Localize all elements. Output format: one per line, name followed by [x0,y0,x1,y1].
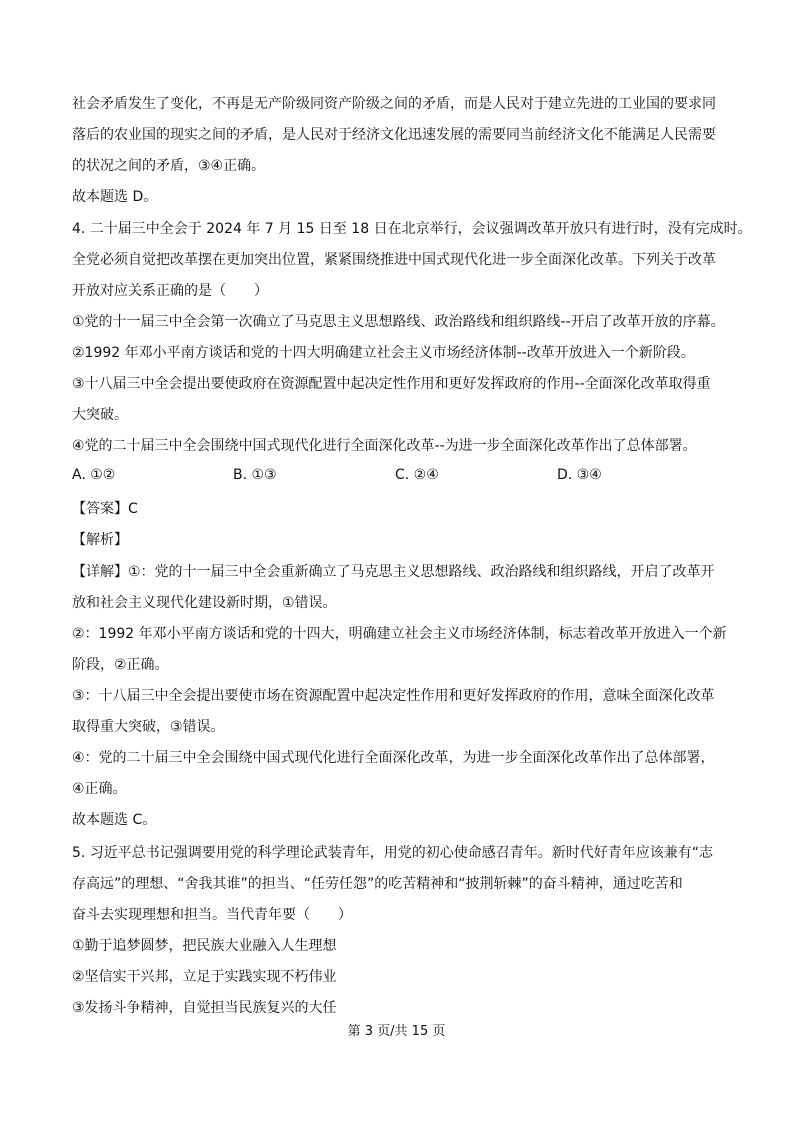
explanation-line: 【详解】①：党的十一届三中全会重新确立了马克思主义思想路线、政治路线和组织路线，开启了改革开 [72,564,715,580]
explanation-line: ④：党的二十届三中全会围绕中国式现代化进行全面深化改革，为进一步全面深化改革作出了总体部署， [72,750,715,766]
text-line: 故本题选 C。 [72,812,157,828]
explanation-line: ③：十八届三中全会提出要使市场在资源配置中起决定性作用和更好发挥政府的作用，意味全面深化改革 [72,688,715,704]
explanation-line: 阶段，②正确。 [72,657,169,673]
statement-line: ②坚信实干兴邦，立足于实践实现不朽伟业 [72,969,337,985]
page-number: 第 3 页/共 15 页 [347,1024,446,1039]
question-4-line: 开放对应关系正确的是（ ） [72,283,268,299]
answer-label: 【答案】C [72,501,138,517]
statement-line: 大突破。 [72,407,128,423]
text-line: 故本题选 D。 [72,189,158,205]
question-4-line: 4. 二十届三中全会于 2024 年 7 月 15 日至 18 日在北京举行，会议强调改革开放只有进行时，没有完成时。 [72,221,752,237]
option-b: B. ①③ [233,467,277,483]
text-line: 的状况之间的矛盾，③④正确。 [72,158,266,174]
analysis-label: 【解析】 [72,532,128,548]
question-5-line: 奋斗去实现理想和担当。当代青年要（ ） [72,907,352,923]
statement-line: ①党的十一届三中全会第一次确立了马克思主义思想路线、政治路线和组织路线--开启了改革开放的序幕。 [72,314,725,330]
option-d: D. ③④ [557,467,602,483]
explanation-line: 放和社会主义现代化建设新时期，①错误。 [72,595,337,611]
explanation-line: 取得重大突破，③错误。 [72,719,225,735]
text-line: 落后的农业国的现实之间的矛盾，是人民对于经济文化迅速发展的需要同当前经济文化不能满足人民需要 [72,127,716,143]
statement-line: ③十八届三中全会提出要使政府在资源配置中起决定性作用和更好发挥政府的作用--全面深化改革取得重 [72,376,711,392]
explanation-line: ④正确。 [72,781,127,797]
text-line: 社会矛盾发生了变化，不再是无产阶级同资产阶级之间的矛盾，而是人民对于建立先进的工业国的要求同 [72,96,716,112]
explanation-line: ②：1992 年邓小平南方谈话和党的十四大，明确建立社会主义市场经济体制，标志着改革开放进入一个新 [72,626,727,642]
statement-line: ②1992 年邓小平南方谈话和党的十四大明确建立社会主义市场经济体制--改革开放进入一个新阶段。 [72,345,695,361]
answer-options [72,467,722,487]
statement-line: ③发扬斗争精神，自觉担当民族复兴的大任 [72,1000,337,1016]
option-a: A. ①② [72,467,116,483]
statement-line: ④党的二十届三中全会围绕中国式现代化进行全面深化改革--为进一步全面深化改革作出了总体部署。 [72,438,697,454]
option-c: C. ②④ [395,467,439,483]
question-5-line: 存高远”的理想、“舍我其谁”的担当、“任劳任怨”的吃苦精神和“披荆斩棘”的奋斗精神，通过吃苦和 [72,876,683,892]
question-5-line: 5. 习近平总书记强调要用党的科学理论武装青年，用党的初心使命感召青年。新时代好青年应该兼有“志 [72,845,714,861]
statement-line: ①勤于追梦圆梦，把民族大业融入人生理想 [72,938,337,954]
question-4-line: 全党必须自觉把改革摆在更加突出位置，紧紧围绕推进中国式现代化进一步全面深化改革。下列关于改革 [72,252,716,268]
